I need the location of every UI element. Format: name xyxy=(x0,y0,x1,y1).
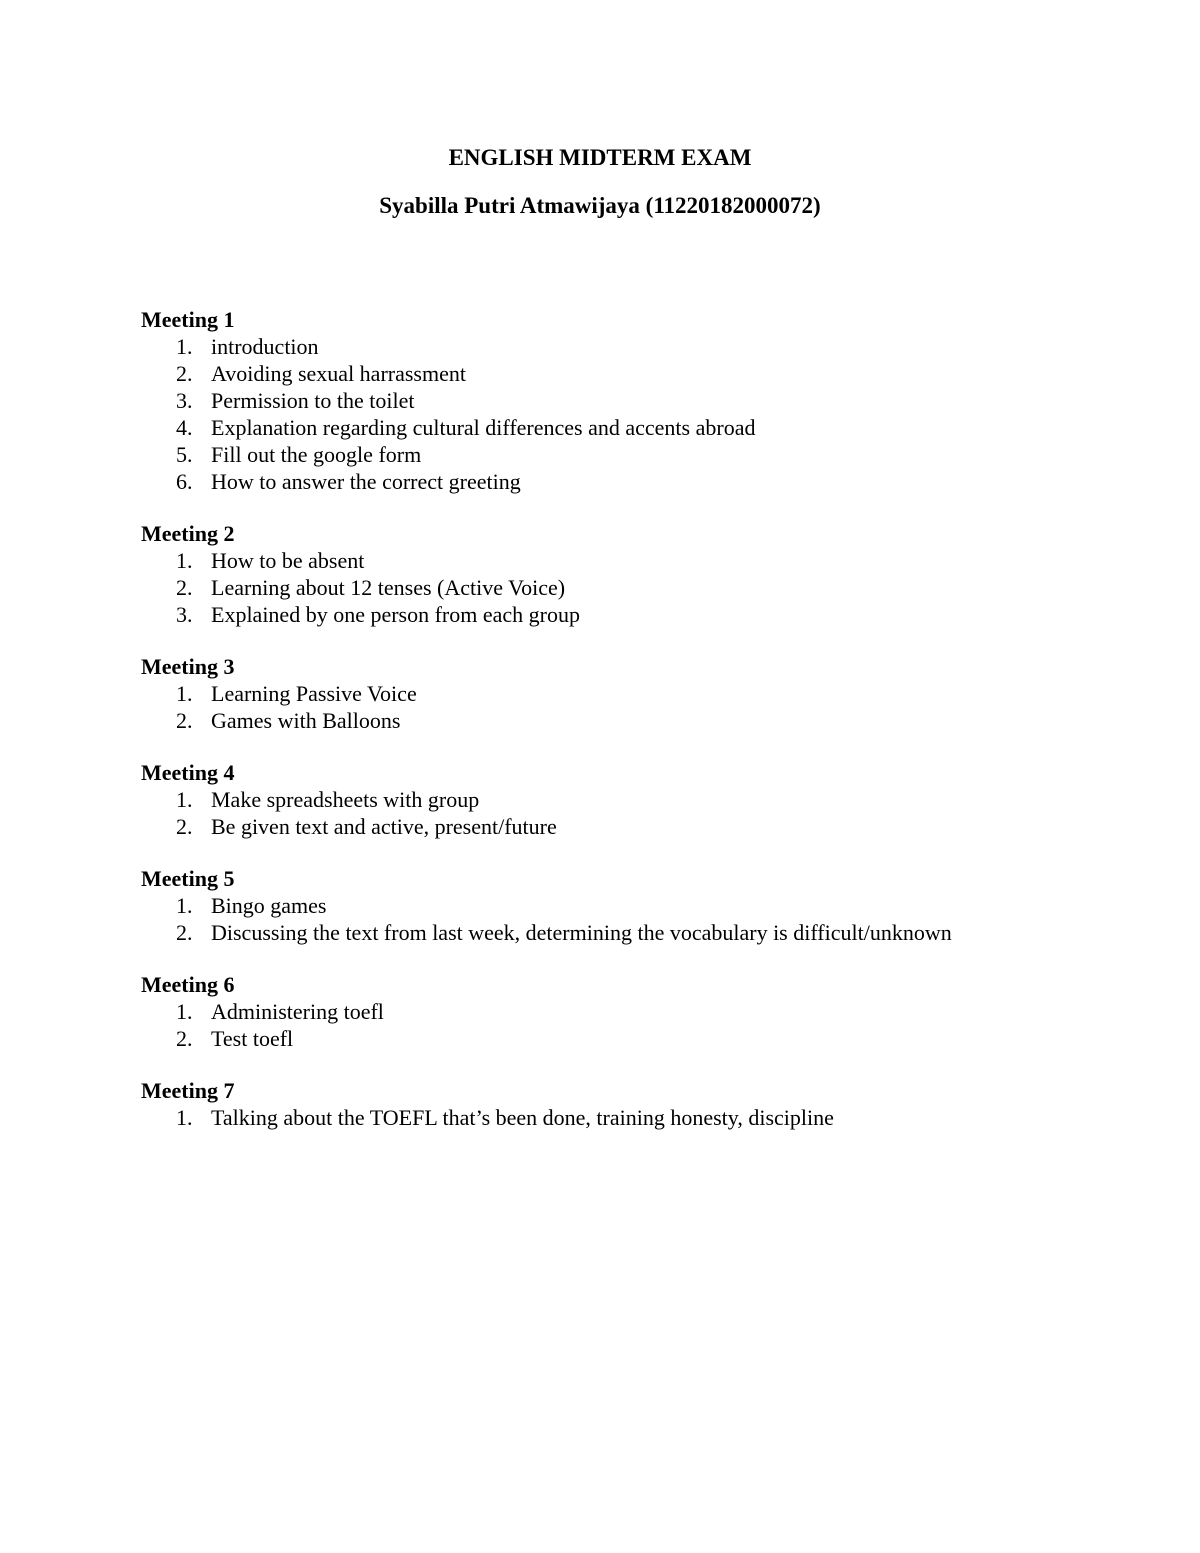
list-item xyxy=(141,333,1141,360)
item-number: 2. xyxy=(176,361,193,386)
meeting-title: Meeting 5 xyxy=(141,866,235,891)
item-number: 1. xyxy=(176,999,193,1024)
item-text: Permission to the toilet xyxy=(211,388,415,413)
item-text: introduction xyxy=(211,334,319,359)
item-number: 2. xyxy=(176,575,193,600)
list-item xyxy=(141,707,1141,734)
meeting-title: Meeting 4 xyxy=(141,760,235,785)
document-subtitle: Syabilla Putri Atmawijaya (11220182000072) xyxy=(379,193,821,218)
item-number: 1. xyxy=(176,893,193,918)
meeting-items xyxy=(141,892,1141,946)
meeting-section xyxy=(141,865,1141,946)
item-text: Discussing the text from last week, determining the vocabulary is difficult/unknown xyxy=(211,920,952,945)
list-item xyxy=(141,360,1141,387)
item-number: 2. xyxy=(176,814,193,839)
meeting-title: Meeting 1 xyxy=(141,307,235,332)
list-item xyxy=(141,680,1141,707)
item-number: 6. xyxy=(176,469,193,494)
item-text: Make spreadsheets with group xyxy=(211,787,480,812)
meeting-title: Meeting 2 xyxy=(141,521,235,546)
list-item xyxy=(141,601,1141,628)
meeting-section xyxy=(141,759,1141,840)
item-text: Bingo games xyxy=(211,893,327,918)
item-text: Talking about the TOEFL that’s been done, training honesty, discipline xyxy=(211,1105,834,1130)
item-number: 2. xyxy=(176,1026,193,1051)
item-number: 1. xyxy=(176,681,193,706)
meeting-items xyxy=(141,333,1141,495)
item-text: How to answer the correct greeting xyxy=(211,469,521,494)
item-number: 1. xyxy=(176,787,193,812)
list-item xyxy=(141,813,1141,840)
list-item xyxy=(141,1025,1141,1052)
item-number: 4. xyxy=(176,415,193,440)
item-number: 3. xyxy=(176,602,193,627)
meeting-items xyxy=(141,1104,1141,1131)
item-text: Administering toefl xyxy=(211,999,384,1024)
item-text: Avoiding sexual harrassment xyxy=(211,361,466,386)
list-item xyxy=(141,414,1141,441)
list-item xyxy=(141,441,1141,468)
meeting-title: Meeting 6 xyxy=(141,972,235,997)
item-text: Learning about 12 tenses (Active Voice) xyxy=(211,575,566,600)
meetings-list xyxy=(141,306,1141,1156)
item-number: 2. xyxy=(176,708,193,733)
meeting-items xyxy=(141,998,1141,1052)
item-text: Games with Balloons xyxy=(211,708,401,733)
meeting-section xyxy=(141,1077,1141,1131)
item-number: 5. xyxy=(176,442,193,467)
meeting-items xyxy=(141,786,1141,840)
meeting-title: Meeting 3 xyxy=(141,654,235,679)
meeting-section xyxy=(141,653,1141,734)
item-text: Learning Passive Voice xyxy=(211,681,417,706)
item-number: 1. xyxy=(176,548,193,573)
item-text: Test toefl xyxy=(211,1026,294,1051)
list-item xyxy=(141,1104,1141,1131)
item-text: Explanation regarding cultural differences and accents abroad xyxy=(211,415,756,440)
item-text: Fill out the google form xyxy=(211,442,422,467)
list-item xyxy=(141,547,1141,574)
item-number: 2. xyxy=(176,920,193,945)
list-item xyxy=(141,468,1141,495)
list-item xyxy=(141,919,1141,946)
document-title: ENGLISH MIDTERM EXAM xyxy=(448,145,752,170)
meeting-section xyxy=(141,971,1141,1052)
list-item xyxy=(141,786,1141,813)
list-item xyxy=(141,892,1141,919)
item-text: Explained by one person from each group xyxy=(211,602,580,627)
item-text: Be given text and active, present/future xyxy=(211,814,557,839)
item-text: How to be absent xyxy=(211,548,365,573)
meeting-items xyxy=(141,547,1141,628)
meeting-section xyxy=(141,520,1141,628)
item-number: 1. xyxy=(176,1105,193,1130)
list-item xyxy=(141,574,1141,601)
meeting-items xyxy=(141,680,1141,734)
list-item xyxy=(141,387,1141,414)
item-number: 1. xyxy=(176,334,193,359)
meeting-section xyxy=(141,306,1141,495)
list-item xyxy=(141,998,1141,1025)
item-number: 3. xyxy=(176,388,193,413)
meeting-title: Meeting 7 xyxy=(141,1078,235,1103)
